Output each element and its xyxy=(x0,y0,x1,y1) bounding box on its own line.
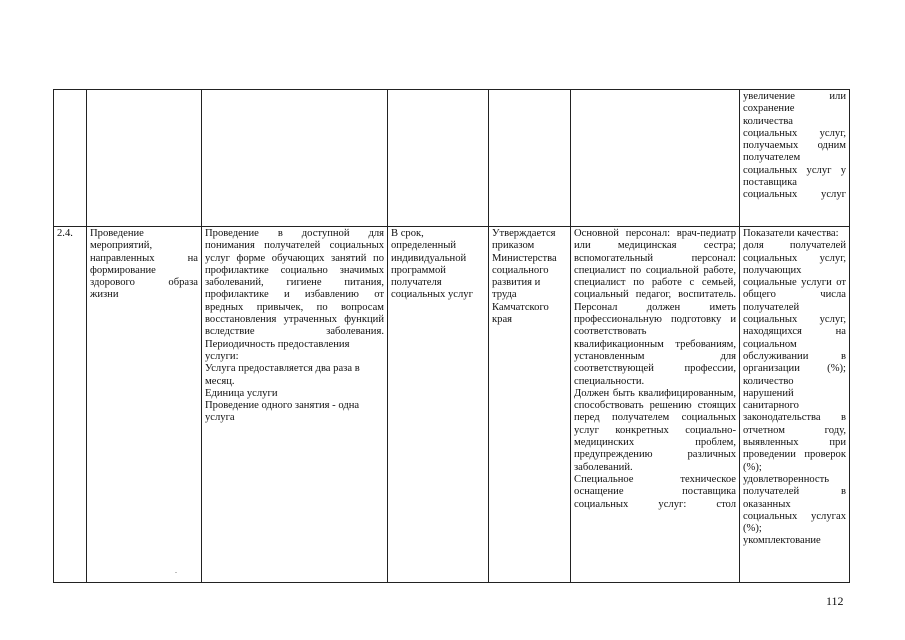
document-table xyxy=(53,89,850,583)
indicator-text: укомплектование xyxy=(743,535,821,547)
cell-service-name xyxy=(87,227,202,583)
cell-term xyxy=(388,227,489,583)
table-row xyxy=(54,90,850,227)
indicator-text: количество нарушений санитарного законодательства в отчетном году, выявленных при проведении проверок (%); xyxy=(743,375,846,473)
page-number: 112 xyxy=(826,594,844,608)
scan-mark: . xyxy=(175,566,177,575)
cell-description xyxy=(202,227,388,583)
cell-empty xyxy=(87,90,202,227)
term-text: В срок, определенный индивидуальной программой получателя социальных услуг xyxy=(391,228,473,301)
indicator-text: увеличение или сохранение количества социальных услуг, получаемых одним получателем социальных услуг у поставщика социальных услуг xyxy=(743,91,846,201)
cell-number: 2.4. xyxy=(54,227,87,583)
conditions-text: Должен быть квалифицированным, способствовать решению стоящих перед получателем социальных услуг конкретных социально-медицинских проблем, предупреждению различных заболеваний. xyxy=(574,387,736,473)
indicators-title: Показатели качества: xyxy=(743,228,839,239)
cell-empty xyxy=(202,90,388,227)
cell-indicators xyxy=(740,227,850,583)
cell-empty xyxy=(388,90,489,227)
table-row xyxy=(54,227,850,583)
cell-empty xyxy=(489,90,571,227)
indicator-text: доля получателей социальных услуг, получающих социальные услуги от общего числа получателей социальных услуг, находящихся на социальном обслуживании в организации (%); xyxy=(743,240,846,375)
cell-indicators-continued xyxy=(740,90,850,227)
periodicity-text: Услуга предоставляется два раза в месяц. xyxy=(205,363,360,387)
description-text: Проведение в доступной для понимания получателей социальных услуг форме обучающих занятий по профилактике социально значимых заболеваний, гигиене питания, профилактике и избавлению от вредных привычек, по вопросам восстановления утраченных функций вследствие заболевания. xyxy=(205,228,384,338)
unit-text: Проведение одного занятия - одна услуга xyxy=(205,400,360,424)
cell-empty xyxy=(54,90,87,227)
unit-label: Единица услуги xyxy=(205,387,278,399)
cell-conditions xyxy=(571,227,740,583)
cell-empty xyxy=(571,90,740,227)
indicator-text: удовлетворенность получателей в оказанных социальных услугах (%); xyxy=(743,473,846,535)
conditions-text: Основной персонал: врач-педиатр или медицинская сестра; xyxy=(574,228,736,252)
conditions-text: Персонал должен иметь профессиональную подготовку и соответствовать квалификационным требованиям, установленным для соответствующей профессии, специальности. xyxy=(574,301,736,387)
periodicity-label: Периодичность предоставления услуги: xyxy=(205,338,350,362)
conditions-text: вспомогательный персонал: специалист по социальной работе, специалист по работе с семьей, социальный педагог, воспитатель. xyxy=(574,252,736,301)
tariff-text: Утверждается приказом Министерства социального развития и труда Камчатского края xyxy=(492,228,557,326)
cell-tariff xyxy=(489,227,571,583)
service-name: Проведение мероприятий, направленных на формирование здорового образа жизни xyxy=(90,228,198,301)
conditions-text: Специальное техническое оснащение поставщика социальных услуг: стол xyxy=(574,473,736,510)
